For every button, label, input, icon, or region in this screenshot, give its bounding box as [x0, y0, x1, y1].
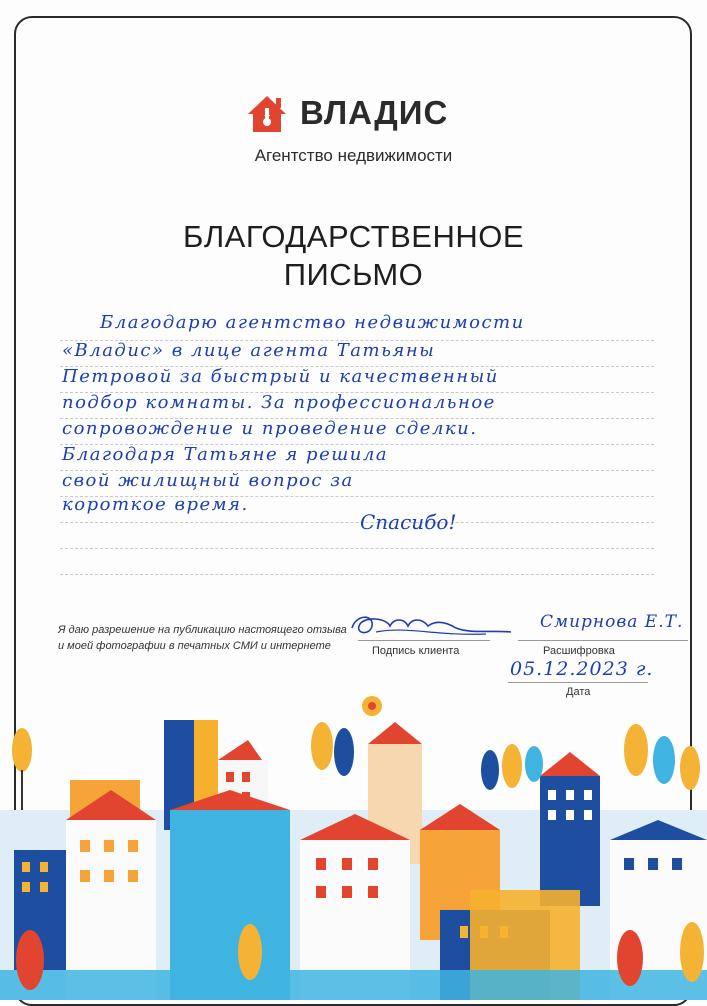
- sun-icon: [362, 696, 382, 716]
- handwritten-line-7: свой жилищный вопрос за: [62, 470, 354, 491]
- city-illustration: [0, 690, 707, 1000]
- decoding-line: [518, 640, 688, 641]
- ruled-line: [60, 574, 654, 575]
- decoding-caption: Расшифровка: [543, 645, 615, 657]
- brand-tagline: Агентство недвижимости: [254, 146, 453, 165]
- handwritten-line-4: подбор комнаты. За профессиональное: [62, 392, 496, 413]
- date-line: [508, 682, 648, 683]
- date-handwritten: 05.12.2023 г.: [510, 658, 654, 680]
- ruled-line: [60, 548, 654, 549]
- handwritten-line-3: Петровой за быстрый и качественный: [62, 366, 499, 387]
- client-signature: [346, 610, 516, 640]
- letter-title: [0, 218, 707, 294]
- brand-name: ВЛАДИС: [300, 94, 449, 131]
- handwritten-closing: Спасибо!: [360, 510, 457, 534]
- signature-line: [358, 640, 490, 641]
- title-line-2: ПИСЬМО: [283, 257, 424, 292]
- handwritten-line-2: «Владис» в лице агента Татьяны: [62, 340, 436, 361]
- consent-text: Я даю разрешение на публикацию настоящего отзыва и моей фотографии в печатных СМИ и интернете: [58, 624, 347, 652]
- decoding-handwritten: Смирнова Е.Т.: [540, 612, 684, 632]
- handwritten-line-5: сопровождение и проведение сделки.: [62, 418, 478, 439]
- signature-caption: Подпись клиента: [372, 645, 460, 657]
- date-caption: Дата: [566, 686, 591, 698]
- ruled-line: [60, 522, 654, 523]
- logo-digit: 1: [263, 107, 271, 119]
- handwritten-line-1: Благодарю агентство недвижимости: [100, 312, 525, 333]
- handwritten-line-6: Благодаря Татьяне я решила: [62, 444, 389, 465]
- title-line-1: БЛАГОДАРСТВЕННОЕ: [182, 219, 525, 254]
- handwritten-line-8: короткое время.: [62, 494, 249, 515]
